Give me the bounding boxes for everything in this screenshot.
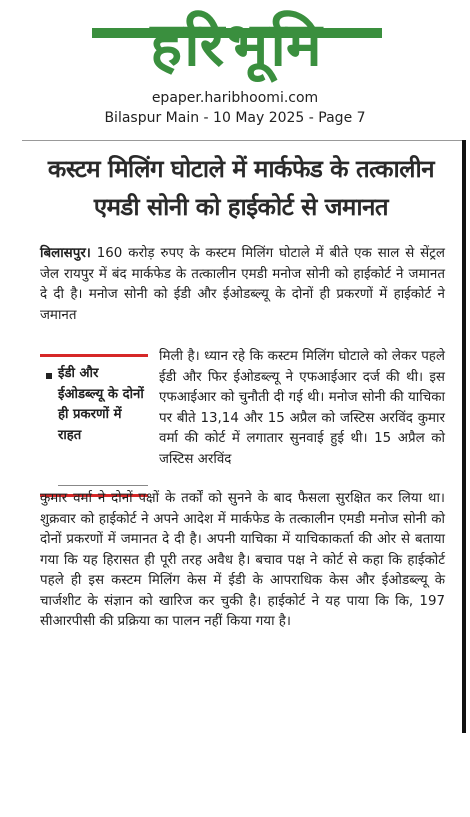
pull-quote-top-rule xyxy=(40,354,148,357)
newspaper-logo: हरिभूमि xyxy=(150,10,324,80)
dateline: बिलासपुर। xyxy=(40,246,91,261)
paragraph-1-text: 160 करोड़ रुपए के कस्टम मिलिंग घोटाले में बीते एक साल से सेंट्रल जेल रायपुर में बंद मार्कफेड के तत्कालीन एमडी मनोज सोनी को हाईकोर्ट ने जमानत दे दी है। मनोज सोनी को ईडी और ईओडब्ल्यू के दोनों ही प्रकरणों में हाईकोर्ट ने जमानत xyxy=(40,246,446,323)
article-headline: कस्टम मिलिंग घोटाले में मार्कफेड के तत्कालीन एमडी सोनी को हाईकोर्ट से जमानत xyxy=(47,155,435,221)
edition-label: Bilaspur Main - 10 May 2025 - Page 7 xyxy=(104,110,366,126)
pull-quote: ईडी और ईओडब्ल्यू के दोनों ही प्रकरणों में राहत xyxy=(58,366,144,443)
article-column-text: मिली है। ध्यान रहे कि कस्टम मिलिंग घोटाले को लेकर पहले ईडी और फिर ईओडब्ल्यू ने एफआईआर दर्ज की थी। इस एफआईआर को चुनौती दी गई थी। मनोज सोनी की याचिका पर बीते 13,14 और 15 अप्रैल को जस्टिस अरविंद कुमार वर्मा की कोर्ट में लगातार सुनवाई हुई थी। 15 अप्रैल को जस्टिस अरविंद xyxy=(159,349,445,467)
bullet-icon xyxy=(46,373,52,379)
masthead xyxy=(0,0,470,90)
source-url[interactable]: epaper.haribhoomi.com xyxy=(151,90,319,106)
article-paragraph-1 xyxy=(40,244,445,326)
clipping-right-border xyxy=(462,140,466,733)
pull-quote-underline xyxy=(58,485,148,486)
clipping-top-rule xyxy=(22,140,466,141)
article-paragraph-2: कुमार वर्मा ने दोनों पक्षों के तर्कों को सुनने के बाद फैसला सुरक्षित कर लिया था। शुक्रवार को हाईकोर्ट ने अपने आदेश में मार्कफेड के तत्कालीन एमडी मनोज सोनी को दोनों प्रकरणों में जमानत दे दी है। अपनी याचिका में याचिकाकर्ता की ओर से बताया गया कि यह हिरासत ही पूरी तरह अवैध है। बचाव पक्ष ने कोर्ट से कहा कि हाईकोर्ट पहले ही इस कस्टम मिलिंग केस में ईडी के आपराधिक केस और ईओडब्ल्यू के चार्जशीट के संज्ञान को खारिज कर चुकी है। हाईकोर्ट ने यह पाया कि कि, 197 सीआरपीसी की प्रक्रिया का पालन नहीं किया गया है। xyxy=(40,491,445,629)
